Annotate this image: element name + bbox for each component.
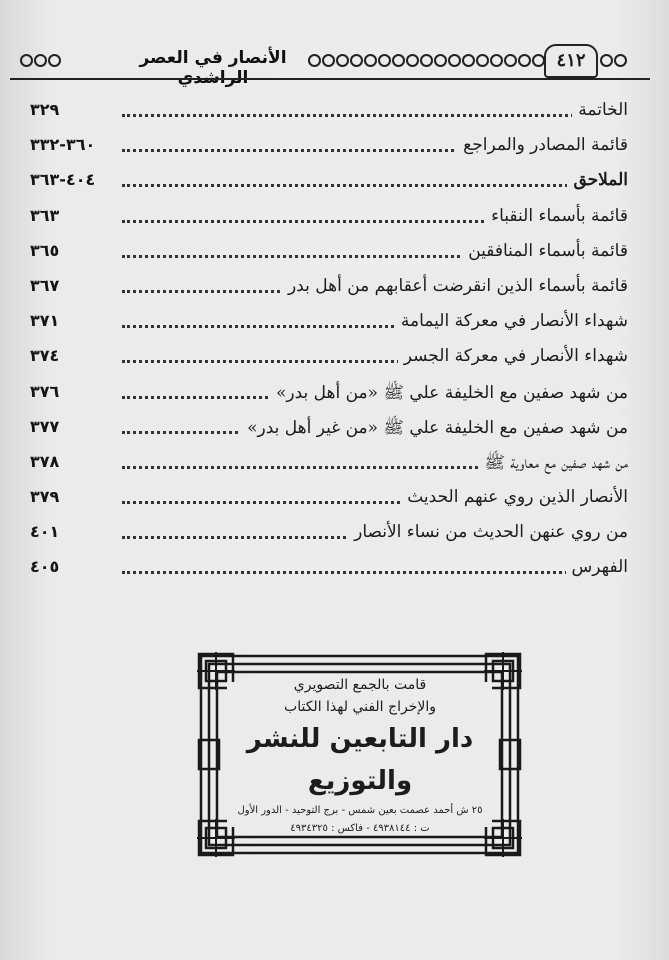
toc-page-ref: ٣٧٧ <box>30 416 60 436</box>
header-ornament-right <box>600 52 627 68</box>
toc-page-ref: ٣٦٣ <box>30 205 60 225</box>
table-of-contents <box>30 96 628 589</box>
toc-entry-title: شهداء الأنصار في معركة الجسر <box>398 346 628 366</box>
toc-entry-title: قائمة بأسماء الذين انقرضت أعقابهم من أهل بدر <box>282 276 628 296</box>
publisher-box <box>197 652 522 857</box>
toc-entry-title: من روي عنهن الحديث من نساء الأنصار <box>348 522 628 542</box>
header-rule <box>10 78 650 80</box>
toc-row <box>30 131 628 166</box>
toc-row <box>30 413 628 448</box>
toc-entry-title: من شهد صفين مع الخليفة علي ﷺ «من غير أهل بدر» <box>241 417 628 442</box>
toc-page-ref: ٣٧٩ <box>30 487 60 507</box>
toc-leader-dots <box>122 571 628 574</box>
toc-page-ref: ٣٢٩ <box>30 100 60 119</box>
toc-page-ref: ٣٧٤ <box>30 346 60 366</box>
toc-page-ref: ٣٧٦ <box>30 381 60 401</box>
toc-row <box>30 96 628 131</box>
toc-page-ref: ٤٠٤-٣٦٣ <box>30 170 96 190</box>
publisher-address: ٢٥ ش أحمد عصمت بعين شمس - برج التوحيد - الدور الأول <box>237 805 483 816</box>
page-number: ٤١٢ <box>544 44 598 78</box>
toc-row <box>30 553 628 588</box>
toc-page-ref: ٣٦٥ <box>30 240 60 260</box>
header-ornament-left <box>20 52 61 68</box>
toc-row <box>30 307 628 342</box>
toc-leader-dots <box>122 184 628 187</box>
toc-leader-dots <box>122 114 628 117</box>
toc-page-ref: ٣٧١ <box>30 311 60 331</box>
page-header <box>10 44 650 88</box>
toc-entry-title: شهداء الأنصار في معركة اليمامة <box>395 311 628 331</box>
toc-page-ref: ٣٦٧ <box>30 275 60 295</box>
toc-row <box>30 166 628 201</box>
toc-row <box>30 518 628 553</box>
toc-entry-title: قائمة بأسماء المنافقين <box>462 241 628 261</box>
toc-row <box>30 272 628 307</box>
toc-entry-title: الملاحق <box>567 170 628 190</box>
toc-entry-title: الفهرس <box>566 557 628 577</box>
toc-row <box>30 237 628 272</box>
toc-entry-title: من شهد صفين مع الخليفة علي ﷺ «من أهل بدر» <box>270 382 628 407</box>
publisher-credit-line-2: والإخراج الفني لهذا الكتاب <box>284 699 436 715</box>
toc-entry-title: الخاتمة <box>572 100 628 120</box>
toc-page-ref: ٤٠١ <box>30 522 60 542</box>
publisher-phone: ت : ٤٩٣٨١٤٤ - فاكس : ٤٩٣٤٣٢٥ <box>290 823 430 834</box>
toc-page-ref: ٤٠٥ <box>30 557 60 577</box>
publisher-credit-line-1: قامت بالجمع التصويري <box>293 677 427 693</box>
publisher-text-block <box>235 674 485 838</box>
toc-entry-title: قائمة بأسماء النقباء <box>485 206 628 226</box>
toc-page-ref: ٣٧٨ <box>30 451 60 471</box>
toc-entry-title: من شهد صفين مع معاوية ﷺ <box>478 452 628 477</box>
toc-row <box>30 448 628 483</box>
toc-row <box>30 483 628 518</box>
running-title: الأنصار في العصر الراشدي <box>139 48 287 88</box>
toc-page-ref: ٣٦٠-٣٣٢ <box>30 135 96 155</box>
toc-row <box>30 202 628 237</box>
toc-row <box>30 342 628 377</box>
toc-entry-title: الأنصار الذين روي عنهم الحديث <box>401 487 628 507</box>
toc-row <box>30 378 628 413</box>
publisher-name: دار التابعين للنشر والتوزيع <box>246 724 474 796</box>
toc-entry-title: قائمة المصادر والمراجع <box>457 135 628 155</box>
